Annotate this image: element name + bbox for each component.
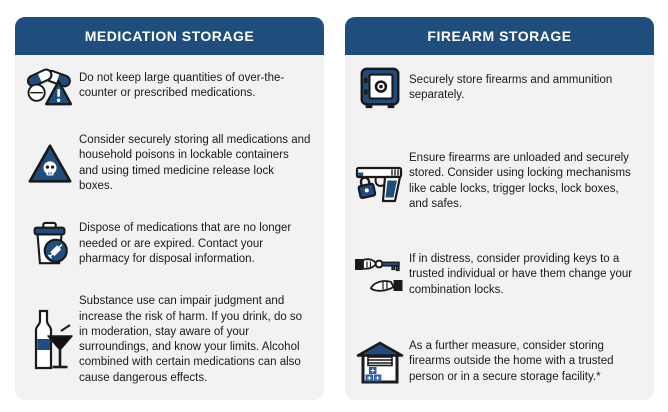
medication-storage-header: MEDICATION STORAGE <box>15 17 324 55</box>
gun-lock-icon <box>351 159 409 205</box>
item-text: Dispose of medications that are no longer needed or are expired. Contact your pharmacy for disposal information. <box>79 222 292 265</box>
list-item <box>21 65 311 107</box>
alcohol-bottle-glass-icon <box>21 309 79 371</box>
item-text: Securely store firearms and ammunition separately. <box>409 73 613 101</box>
item-text: Do not keep large quantities of over-the-counter or prescribed medications. <box>79 71 285 99</box>
list-item <box>21 220 311 268</box>
item-text: Substance use can impair judgment and increase the risk of harm. If you drink, do so in moderation, stay aware of your surroundings, and know your limits. Alcohol combined with certain medications can also cause dangerous effects. <box>79 295 303 384</box>
item-text: Ensure firearms are unloaded and securely stored. Consider using locking mechanisms like cable locks, trigger locks, lock boxes, and safes. <box>409 152 631 210</box>
item-text: As a further measure, consider storing firearms outside the home with a trusted person or in a secure storage facility.* <box>409 340 614 383</box>
medication-storage-card <box>15 17 324 400</box>
poison-skull-triangle-icon <box>21 141 79 187</box>
firearm-storage-header: FIREARM STORAGE <box>345 17 654 55</box>
storage-facility-icon <box>351 338 409 386</box>
key-handoff-icon <box>351 253 409 297</box>
list-item <box>21 294 311 386</box>
list-item <box>351 65 641 111</box>
list-item <box>351 252 641 298</box>
list-item <box>21 133 311 194</box>
list-item <box>351 338 641 386</box>
medication-storage-body <box>15 55 324 400</box>
item-text: If in distress, consider providing keys to a trusted individual or have them change your combination locks. <box>409 253 633 296</box>
firearm-storage-card <box>345 17 654 400</box>
safe-icon <box>351 65 409 111</box>
pills-warning-icon <box>21 65 79 107</box>
item-text: Consider securely storing all medications and household poisons in lockable containers and using timed medicine release lock boxes. <box>79 134 311 192</box>
list-item <box>351 151 641 212</box>
firearm-storage-body <box>345 55 654 400</box>
trash-syringe-icon <box>21 220 79 268</box>
cards-row <box>15 17 654 400</box>
